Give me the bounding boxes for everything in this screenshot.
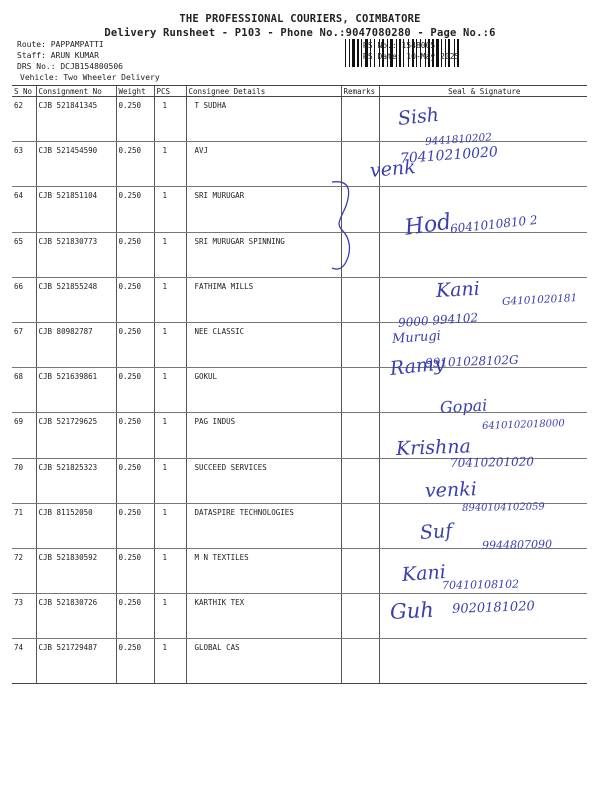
handwritten-phone: 9944807090: [481, 537, 553, 552]
col-remarks: Remarks: [341, 86, 379, 97]
cell-consignee: FATHIMA MILLS: [186, 277, 341, 322]
cell-weight: 0.250: [116, 277, 154, 322]
table-row: [12, 639, 587, 684]
remarks-brace-mark: [328, 178, 358, 273]
cell-weight: 0.250: [116, 413, 154, 458]
cell-remarks: [341, 548, 379, 593]
cell-consignment: CJB 521830773: [36, 232, 116, 277]
runsheet-table: [12, 85, 587, 684]
cell-consignment: CJB 521639861: [36, 368, 116, 413]
handwritten-phone: G4101020181: [501, 292, 578, 308]
cell-sno: 69: [12, 413, 36, 458]
route-label: Route: PAPPAMPATTI: [17, 40, 104, 49]
drs-number: DRS No.: DCJB154800506: [17, 62, 123, 71]
cell-sno: 73: [12, 594, 36, 639]
table-row: [12, 232, 587, 277]
cell-pcs: 1: [154, 413, 186, 458]
cell-consignment: CJB 521825323: [36, 458, 116, 503]
cell-sno: 71: [12, 503, 36, 548]
rs-number: RS No.: 1548005: [363, 41, 436, 50]
cell-weight: 0.250: [116, 594, 154, 639]
cell-pcs: 1: [154, 594, 186, 639]
cell-pcs: 1: [154, 503, 186, 548]
table-row: [12, 368, 587, 413]
cell-remarks: [341, 458, 379, 503]
cell-weight: 0.250: [116, 142, 154, 187]
handwritten-signature: Sish: [396, 103, 441, 130]
cell-sno: 66: [12, 277, 36, 322]
cell-consignee: GOKUL: [186, 368, 341, 413]
cell-sno: 70: [12, 458, 36, 503]
cell-sno: 67: [12, 322, 36, 367]
cell-sno: 72: [12, 548, 36, 593]
cell-weight: 0.250: [116, 458, 154, 503]
cell-consignee: KARTHIK TEX: [186, 594, 341, 639]
cell-consignee: AVJ: [186, 142, 341, 187]
cell-pcs: 1: [154, 187, 186, 232]
handwritten-signature: Guh: [389, 597, 435, 624]
col-weight: Weight: [116, 86, 154, 97]
handwritten-phone: 6041010810 2: [449, 212, 539, 236]
handwritten-signature: venk: [369, 156, 417, 182]
cell-consignee: T SUDHA: [186, 97, 341, 142]
cell-consignee: SRI MURUGAR SPINNING: [186, 232, 341, 277]
cell-remarks: [341, 368, 379, 413]
handwritten-phone: 70410108102: [441, 577, 520, 592]
cell-consignment: CJB 521729625: [36, 413, 116, 458]
cell-signature: [379, 639, 587, 684]
col-consignee: Consignee Details: [186, 86, 341, 97]
cell-consignment: CJB 521830592: [36, 548, 116, 593]
cell-pcs: 1: [154, 277, 186, 322]
cell-consignment: CJB 521841345: [36, 97, 116, 142]
cell-consignee: PAG INDUS: [186, 413, 341, 458]
cell-consignee: M N TEXTILES: [186, 548, 341, 593]
cell-pcs: 1: [154, 458, 186, 503]
cell-consignee: SRI MURUGAR: [186, 187, 341, 232]
handwritten-signature: Ramy: [388, 352, 446, 380]
cell-sno: 74: [12, 639, 36, 684]
staff-label: Staff: ARUN KUMAR: [17, 51, 99, 60]
cell-remarks: [341, 277, 379, 322]
cell-remarks: [341, 594, 379, 639]
cell-sno: 65: [12, 232, 36, 277]
col-pcs: PCS: [154, 86, 186, 97]
cell-weight: 0.250: [116, 232, 154, 277]
cell-pcs: 1: [154, 639, 186, 684]
handwritten-phone: 70410210020: [399, 144, 499, 167]
handwritten-phone: 99101028102G: [424, 352, 519, 370]
handwritten-signature: venki: [424, 478, 478, 502]
cell-sno: 62: [12, 97, 36, 142]
cell-pcs: 1: [154, 368, 186, 413]
col-signature: Seal & Signature: [379, 86, 587, 97]
handwritten-signature: Gopai: [439, 395, 488, 417]
cell-consignee: SUCCEED SERVICES: [186, 458, 341, 503]
handwritten-phone: 9441810202: [424, 131, 493, 148]
rs-date: RS Date: 10-May-2025: [363, 52, 460, 61]
handwritten-signature: Krishna: [395, 435, 472, 460]
cell-consignment: CJB 521851104: [36, 187, 116, 232]
cell-pcs: 1: [154, 548, 186, 593]
table-row: [12, 97, 587, 142]
handwritten-signature: Murugi: [391, 328, 442, 347]
cell-consignment: CJB 521855248: [36, 277, 116, 322]
cell-weight: 0.250: [116, 368, 154, 413]
cell-remarks: [341, 639, 379, 684]
table-row: [12, 277, 587, 322]
handwritten-signature: Hod: [403, 209, 453, 241]
cell-consignee: NEE CLASSIC: [186, 322, 341, 367]
cell-consignment: CJB 521830726: [36, 594, 116, 639]
cell-weight: 0.250: [116, 97, 154, 142]
cell-consignment: CJB 521729487: [36, 639, 116, 684]
handwritten-signature: Suf: [419, 519, 453, 544]
cell-weight: 0.250: [116, 187, 154, 232]
handwritten-phone: 9000 994102: [397, 310, 479, 330]
cell-consignee: DATASPIRE TECHNOLOGIES: [186, 503, 341, 548]
handwritten-phone: 8940104102059: [461, 501, 545, 514]
cell-weight: 0.250: [116, 548, 154, 593]
handwritten-phone: 70410201020: [449, 454, 535, 470]
col-sno: S No: [12, 86, 36, 97]
vehicle-label: Vehicle: Two Wheeler Delivery: [20, 73, 160, 82]
cell-weight: 0.250: [116, 503, 154, 548]
cell-pcs: 1: [154, 97, 186, 142]
table-header: [12, 86, 587, 97]
cell-sno: 68: [12, 368, 36, 413]
cell-pcs: 1: [154, 322, 186, 367]
cell-sno: 64: [12, 187, 36, 232]
cell-remarks: [341, 413, 379, 458]
col-consignment: Consignment No: [36, 86, 116, 97]
cell-sno: 63: [12, 142, 36, 187]
cell-consignment: CJB 80982787: [36, 322, 116, 367]
cell-consignment: CJB 521454590: [36, 142, 116, 187]
handwritten-signature: Kani: [401, 560, 447, 586]
handwritten-signature: Kani: [435, 277, 481, 302]
cell-consignee: GLOBAL CAS: [186, 639, 341, 684]
company-title: THE PROFESSIONAL COURIERS, COIMBATORE: [179, 13, 421, 25]
cell-weight: 0.250: [116, 639, 154, 684]
cell-remarks: [341, 503, 379, 548]
cell-remarks: [341, 97, 379, 142]
handwritten-phone: 6410102018000: [481, 418, 565, 432]
cell-weight: 0.250: [116, 322, 154, 367]
cell-consignment: CJB 81152050: [36, 503, 116, 548]
table-row: [12, 142, 587, 187]
handwritten-phone: 9020181020: [451, 599, 535, 617]
cell-remarks: [341, 322, 379, 367]
runsheet-title: Delivery Runsheet - P103 - Phone No.:9047080280 - Page No.:6: [104, 27, 496, 39]
cell-pcs: 1: [154, 142, 186, 187]
cell-pcs: 1: [154, 232, 186, 277]
